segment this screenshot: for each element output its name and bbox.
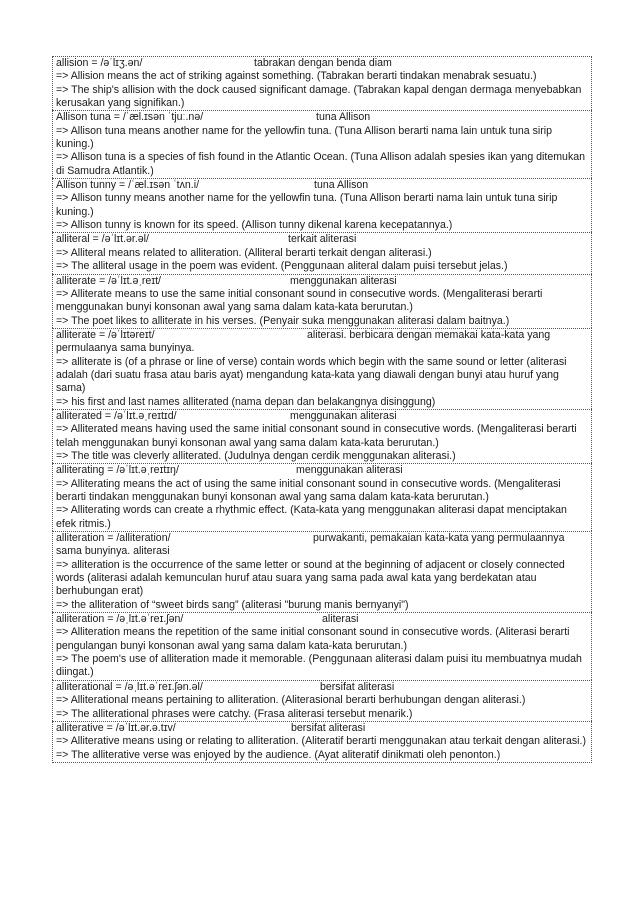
dictionary-sheet — [52, 56, 592, 763]
entry-translation: tabrakan dengan benda diam — [254, 57, 392, 69]
entry-term: alliterative = /əˈlɪt.ər.ə.tɪv/ — [56, 721, 176, 734]
entry-heading — [56, 275, 589, 288]
dictionary-entry — [52, 680, 592, 721]
entry-translation: menggunakan aliterasi — [290, 274, 397, 287]
entry-heading — [56, 57, 589, 70]
entry-term: alliterate = /əˈlɪtəreɪt/ — [56, 328, 155, 341]
dictionary-entry — [52, 274, 592, 328]
entry-translation: bersifat aliterasi — [291, 721, 366, 734]
entry-term: alliteral = /əˈlɪt.ər.əl/ — [56, 233, 149, 246]
entry-line: => Alliterative means using or relating to alliteration. (Aliteratif berarti menggunakan atau terkait dengan aliterasi.) — [56, 735, 586, 748]
dictionary-entry — [52, 232, 592, 273]
entry-line: => Allison tuna means another name for the yellowfin tuna. (Tuna Allison berarti nama lain untuk tuna sirip kuning.) — [56, 124, 553, 151]
entry-heading — [56, 681, 589, 694]
entry-line: => Allison tunny is known for its speed. (Allison tunny dikenal karena kecepatannya.) — [56, 219, 453, 232]
entry-term: alliterating = /əˈlɪt.əˌreɪtɪŋ/ — [56, 464, 179, 477]
entry-term: alliteration = /əˌlɪt.əˈreɪ.ʃən/ — [56, 613, 184, 626]
entry-translation: aliterasi. berbicara dengan memakai kata-kata yang — [307, 328, 551, 341]
entry-translation: bersifat aliterasi — [320, 680, 395, 693]
entry-line: => The poet likes to alliterate in his verses. (Penyair suka menggunakan aliterasi dalam baitnya.) — [56, 314, 510, 327]
entry-line: => the alliteration of “sweet birds sang” (aliterasi "burung manis bernyanyi") — [56, 598, 409, 611]
entry-term: alliteration = /alliteration/ — [56, 532, 171, 545]
entry-line: => The alliterative verse was enjoyed by the audience. (Ayat aliteratif dinikmati oleh penonton.) — [56, 748, 501, 761]
dictionary-entry — [52, 178, 592, 232]
entry-line: permulaanya sama bunyinya. — [56, 342, 195, 355]
entry-line: => Alliterated means having used the same initial consonant sound in consecutive words. (Mengaliterasi berarti telah menggunakan bunyi konsonan awal yang sama dalam kata-kata berurutan.) — [56, 423, 577, 449]
dictionary-entry — [52, 612, 592, 680]
entry-heading — [56, 613, 589, 626]
entry-heading — [56, 722, 589, 735]
entry-translation: menggunakan aliterasi — [296, 464, 403, 477]
entry-translation: menggunakan aliterasi — [290, 409, 397, 422]
entry-line: => Allision means the act of striking against something. (Tabrakan berarti tindakan menabrak sesuatu.) — [56, 70, 537, 83]
entry-line: => The alliteral usage in the poem was evident. (Penggunaan aliteral dalam puisi tersebut jelas.) — [56, 260, 508, 273]
entry-line: => Allison tuna is a species of fish found in the Atlantic Ocean. (Tuna Allison adalah spesies ikan yang ditemukan di Samudra Atlantik.) — [56, 151, 586, 177]
entry-line: => Alliterating means the act of using the same initial consonant sound in consecutive words. (Mengaliterasi berarti tindakan menggunakan bunyi konsonan awal yang sama dalam kata-kata berurutan.) — [56, 477, 561, 503]
entry-line: => The title was cleverly alliterated. (Judulnya dengan cerdik menggunakan aliterasi.) — [56, 449, 456, 462]
entry-line: => Allison tunny means another name for the yellowfin tuna. (Tuna Allison berarti nama lain untuk tuna sirip kuning.) — [56, 192, 558, 218]
entry-term: Allison tuna = /ˈæl.ɪsən ˈtjuː.nə/ — [56, 111, 204, 124]
dictionary-entry — [52, 409, 592, 463]
entry-heading — [56, 410, 589, 423]
entry-term: Allison tunny = /ˈæl.ɪsən ˈtʌn.i/ — [56, 179, 200, 192]
entry-heading — [56, 111, 589, 124]
dictionary-entry — [52, 56, 592, 110]
entry-heading — [56, 464, 589, 477]
entry-term: allision = /əˈlɪʒ.ən/ — [56, 57, 143, 69]
entry-translation: aliterasi — [322, 613, 359, 626]
entry-line: => alliteration is the occurrence of the same letter or sound at the beginning of adjacent or closely connected words (aliterasi adalah kemunculan huruf atau suara yang sama pada awal kata yang berdekatan atau berhubungan erat) — [56, 558, 565, 598]
entry-term: alliterational = /əˌlɪt.əˈreɪ.ʃən.əl/ — [56, 680, 203, 693]
entry-term: alliterate = /əˈlɪt.əˌreɪt/ — [56, 274, 161, 287]
entry-line: sama bunyinya. aliterasi — [56, 545, 170, 558]
entry-line: => Alliterate means to use the same initial consonant sound in consecutive words. (Mengaliterasi berarti menggunakan bunyi konsonan awal yang sama dalam kata-kata berurutan.) — [56, 287, 543, 314]
entry-heading — [56, 233, 589, 246]
entry-translation: tuna Allison — [316, 111, 371, 124]
dictionary-entry — [52, 531, 592, 612]
entry-translation: tuna Allison — [314, 179, 369, 192]
entry-line: => Alliterating words can create a rhythmic effect. (Kata-kata yang menggunakan aliterasi dapat menciptakan efek ritmis.) — [56, 504, 567, 530]
entry-translation: terkait aliterasi — [288, 233, 357, 246]
entry-line: => Alliterational means pertaining to alliteration. (Aliterasional berarti berhubungan dengan aliterasi.) — [56, 694, 526, 707]
entry-heading — [56, 532, 589, 545]
dictionary-entry — [52, 463, 592, 531]
entry-line: => his first and last names alliterated (nama depan dan belakangnya disinggung) — [56, 395, 436, 408]
entry-line: => Alliteration means the repetition of the same initial consonant sound in consecutive words. (Aliterasi berarti pengulangan bunyi konsonan awal yang sama dalam kata-kata berurutan.) — [56, 626, 570, 652]
entry-translation: purwakanti, pemakaian kata-kata yang permulaannya — [313, 532, 565, 545]
dictionary-entry — [52, 328, 592, 409]
entry-term: alliterated = /əˈlɪt.əˌreɪtɪd/ — [56, 409, 177, 422]
entry-line: => Alliteral means related to alliteration. (Alliteral berarti terkait dengan aliterasi.) — [56, 246, 432, 259]
dictionary-entry — [52, 721, 592, 763]
entry-heading — [56, 179, 589, 192]
entry-line: => The poem's use of alliteration made it memorable. (Penggunaan aliterasi dalam puisi itu membuatnya mudah diingat.) — [56, 653, 582, 679]
entry-heading — [56, 329, 589, 342]
entry-line: => The ship's allision with the dock caused significant damage. (Tabrakan kapal dengan dermaga menyebabkan kerusakan yang signifikan.) — [56, 83, 582, 110]
dictionary-entry — [52, 110, 592, 178]
entry-line: => The alliterational phrases were catchy. (Frasa aliterasi tersebut menarik.) — [56, 707, 413, 720]
entry-line: => alliterate is (of a phrase or line of verse) contain words which begin with the same sound or letter (aliterasi adalah (dari suatu frasa atau baris ayat) mengandung kata-kata yang diawali dengan bunyi atau huruf yang sama) — [56, 355, 567, 395]
